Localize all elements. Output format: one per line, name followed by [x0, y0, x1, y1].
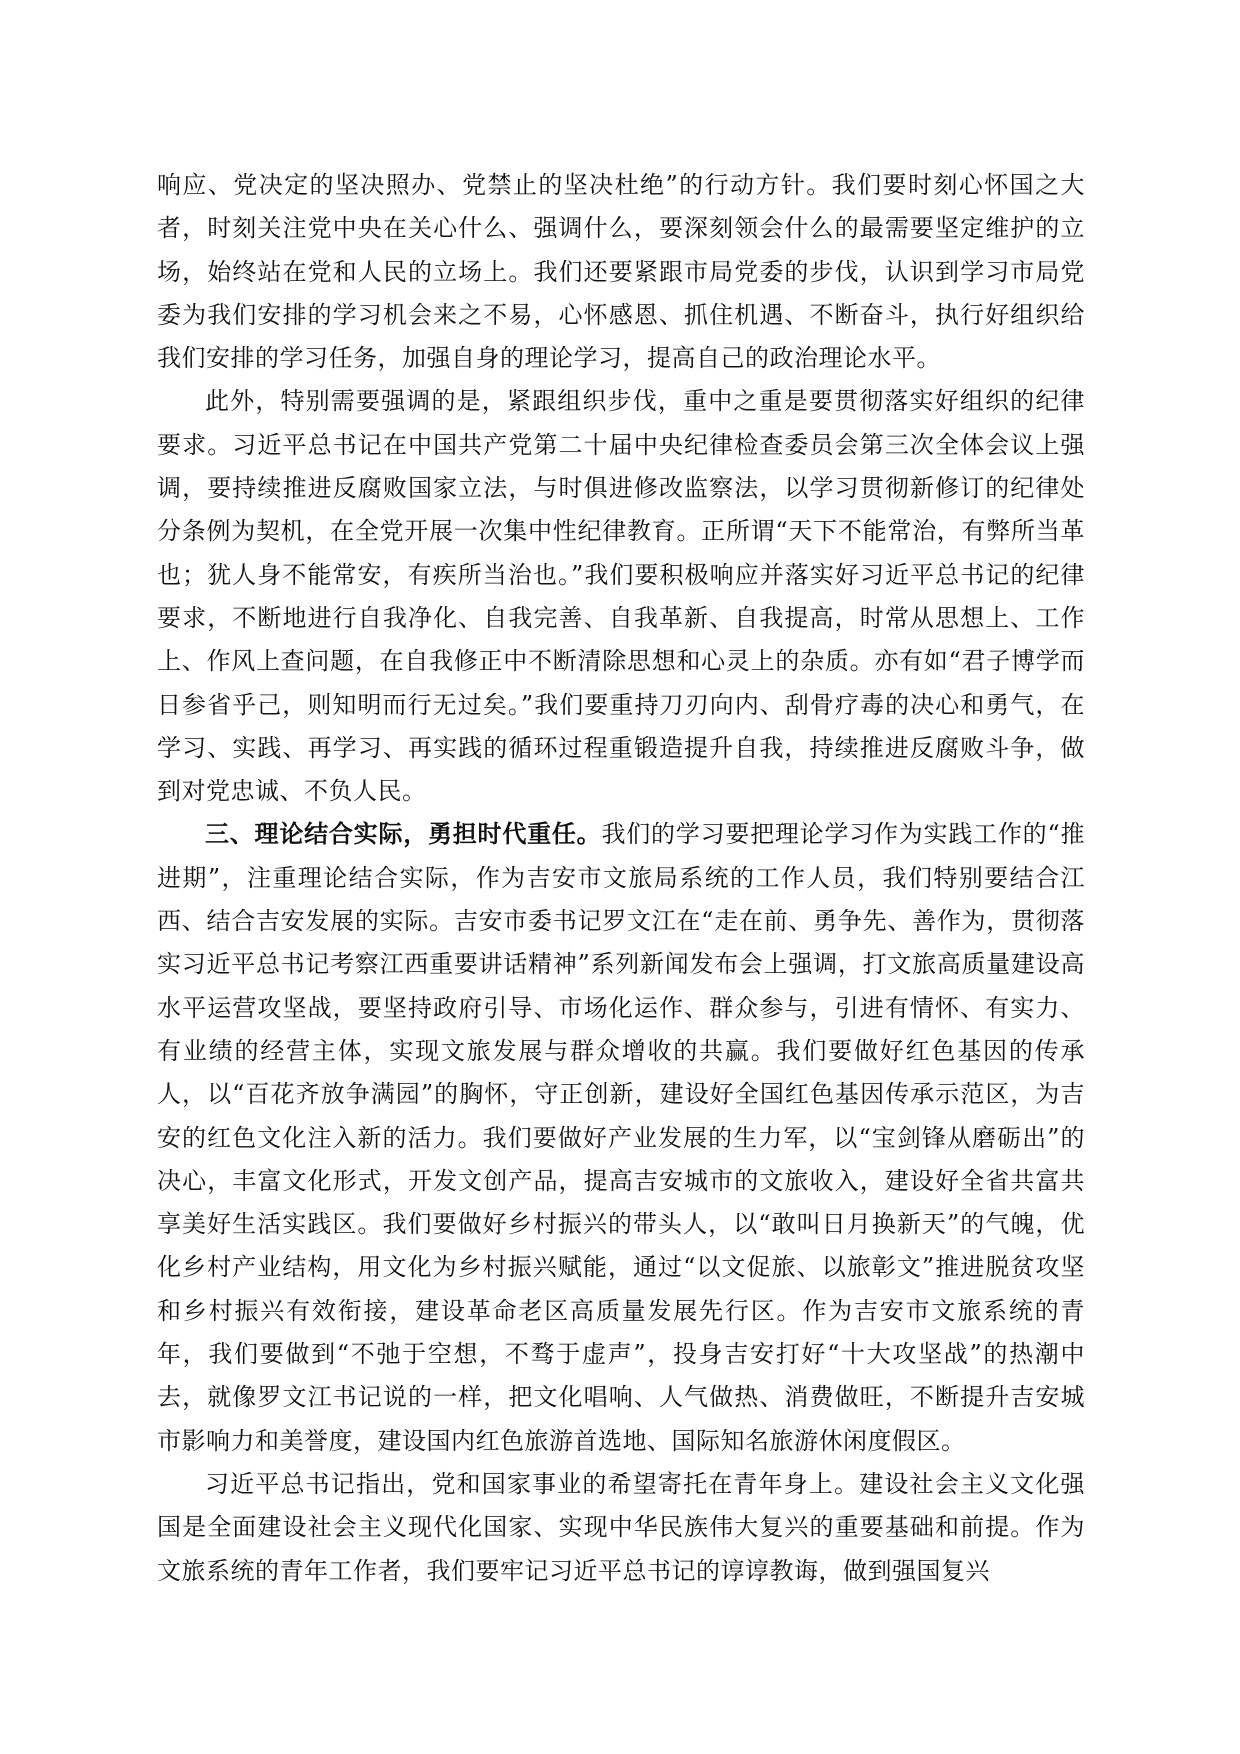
paragraph-2 [157, 380, 1085, 813]
paragraph-1 [157, 164, 1085, 380]
paragraph-3 [157, 813, 1085, 1462]
paragraph-1-text: 响应、党决定的坚决照办、党禁止的坚决杜绝”的行动方针。我们要时刻心怀国之大者，时刻关注党中央在关心什么、强调什么，要深刻领会什么的最需要坚定维护的立场，始终站在党和人民的立场上。我们还要紧跟市局党委的步伐，认识到学习市局党委为我们安排的学习机会来之不易，心怀感恩、抓住机遇、不断奋斗，执行好组织给我们安排的学习任务，加强自身的理论学习，提高自己的政治理论水平。 [157, 171, 1085, 373]
paragraph-2-text: 此外，特别需要强调的是，紧跟组织步伐，重中之重是要贯彻落实好组织的纪律要求。习近平总书记在中国共产党第二十届中央纪律检查委员会第三次全体会议上强调，要持续推进反腐败国家立法，与时俱进修改监察法，以学习贯彻新修订的纪律处分条例为契机，在全党开展一次集中性纪律教育。正所谓“天下不能常治，有弊所当革也；犹人身不能常安，有疾所当治也。”我们要积极响应并落实好习近平总书记的纪律要求，不断地进行自我净化、自我完善、自我革新、自我提高，时常从思想上、工作上、作风上查问题，在自我修正中不断清除思想和心灵上的杂质。亦有如“君子博学而日参省乎己，则知明而行无过矣。”我们要重持刀刃向内、刮骨疗毒的决心和勇气，在学习、实践、再学习、再实践的循环过程重锻造提升自我，持续推进反腐败斗争，做到对党忠诚、不负人民。 [157, 387, 1085, 806]
section-heading: 三、理论结合实际，勇担时代重任。 [205, 820, 602, 849]
paragraph-3-text: 我们的学习要把理论学习作为实践工作的“推进期”，注重理论结合实际，作为吉安市文旅局系统的工作人员，我们特别要结合江西、结合吉安发展的实际。吉安市委书记罗文江在“走在前、勇争先、善作为，贯彻落实习近平总书记考察江西重要讲话精神”系列新闻发布会上强调，打文旅高质量建设高水平运营攻坚战，要坚持政府引导、市场化运作、群众参与，引进有情怀、有实力、有业绩的经营主体，实现文旅发展与群众增收的共赢。我们要做好红色基因的传承人，以“百花齐放争满园”的胸怀，守正创新，建设好全国红色基因传承示范区，为吉安的红色文化注入新的活力。我们要做好产业发展的生力军，以“宝剑锋从磨砺出”的决心，丰富文化形式，开发文创产品，提高吉安城市的文旅收入，建设好全省共富共享美好生活实践区。我们要做好乡村振兴的带头人，以“敢叫日月换新天”的气魄，优化乡村产业结构，用文化为乡村振兴赋能，通过“以文促旅、以旅彰文”推进脱贫攻坚和乡村振兴有效衔接，建设革命老区高质量发展先行区。作为吉安市文旅系统的青年，我们要做到“不弛于空想，不骛于虚声”，投身吉安打好“十大攻坚战”的热潮中去，就像罗文江书记说的一样，把文化唱响、人气做热、消费做旺，不断提升吉安城市影响力和美誉度，建设国内红色旅游首选地、国际知名旅游休闲度假区。 [157, 820, 1085, 1455]
paragraph-4-text: 习近平总书记指出，党和国家事业的希望寄托在青年身上。建设社会主义文化强国是全面建设社会主义现代化国家、实现中华民族伟大复兴的重要基础和前提。作为文旅系统的青年工作者，我们要牢记习近平总书记的谆谆教诲，做到强国复兴 [157, 1469, 1085, 1585]
paragraph-4 [157, 1463, 1085, 1593]
document-body [157, 164, 1085, 1593]
